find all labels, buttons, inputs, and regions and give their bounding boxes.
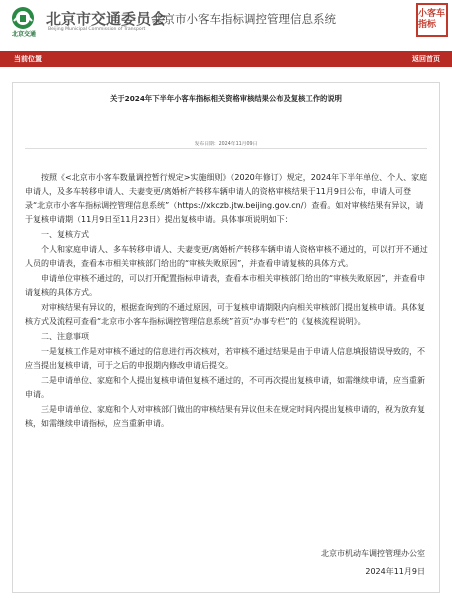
seal-text: 小客车指标 (418, 9, 446, 30)
signature-block (321, 545, 425, 581)
paragraph: 申请单位审核不通过的，可以打开配置指标申请表，查看本市相关审核部门给出的“审核失败原因”，并查看申请复核的具体方式。 (25, 274, 426, 297)
article-title: 关于2024年下半年小客车指标相关资格审核结果公布及复核工作的说明 (110, 94, 342, 103)
seal-logo (416, 3, 448, 37)
nav-bar (0, 51, 452, 67)
section-heading: 一、复核方式 (41, 230, 89, 239)
paragraph: 二是申请单位、家庭和个人提出复核申请但复核不通过的，不可再次提出复核申请，如需继续申请，应当重新申请。 (25, 376, 425, 399)
paragraph: 对审核结果有异议的，根据查询到的不通过原因，可于复核申请期限内向相关审核部门提出复核申请。具体复核方式及流程可查看“北京市小客车指标调控管理信息系统”首页“办事专栏”的《复核流程说明》。 (25, 303, 425, 326)
paragraph: 按照《<北京市小客车数量调控暂行规定>实施细则》（2020年修订）规定，2024年下半年单位、个人、家庭申请人，及多车转移申请人、夫妻变更/离婚析产转移车辆申请人的资格审核结果于11月9日公布，申请人可登录“北京市小客车指标调控管理信息系统”（https://xkczb.jtw.beijing.gov.cn/）查看。如对审核结果有异议，请于复核申请期（11月9日至11月23日）提出复核申请。具体事项说明如下： (25, 173, 428, 224)
paragraph: 个人和家庭申请人、多车转移申请人、夫妻变更/离婚析产转移车辆申请人资格审核不通过的，可以打开不通过人员的申请表，查看本市相关审核部门给出的“审核失败原因”，并查看申请复核的具体方式。 (25, 245, 428, 268)
paragraph: 三是申请单位、家庭和个人对审核部门做出的审核结果有异议但未在规定时间内提出复核申请的，视为放弃复核，如需继续申请指标，应当重新申请。 (25, 405, 425, 428)
brand-name[interactable]: 北京市交通委员会 (46, 10, 167, 28)
breadcrumb[interactable]: 当前位置 (14, 55, 42, 63)
section-heading: 二、注意事项 (41, 332, 89, 341)
paragraph: 一是复核工作是对审核不通过的信息进行再次核对，若审核不通过结果是由于申请人信息填报错误导致的，不应当提出复核申请，可于之后的申报期内修改申请后提交。 (25, 347, 425, 370)
site-header (0, 0, 452, 40)
divider (25, 148, 427, 149)
publish-date: 发布日期：2024年11月09日 (194, 142, 258, 147)
signature-org: 北京市机动车调控管理办公室 (321, 549, 425, 558)
article-body (25, 171, 429, 432)
logo-caption: 北京交通 (11, 31, 36, 38)
brand-english: Beijing Municipal Commission of Transport (48, 27, 146, 32)
site-title: 北京市小客车指标调控管理信息系统 (152, 12, 336, 26)
signature-date: 2024年11月9日 (365, 567, 425, 576)
article-panel (12, 82, 440, 593)
back-home-link[interactable]: 返回首页 (412, 55, 440, 63)
